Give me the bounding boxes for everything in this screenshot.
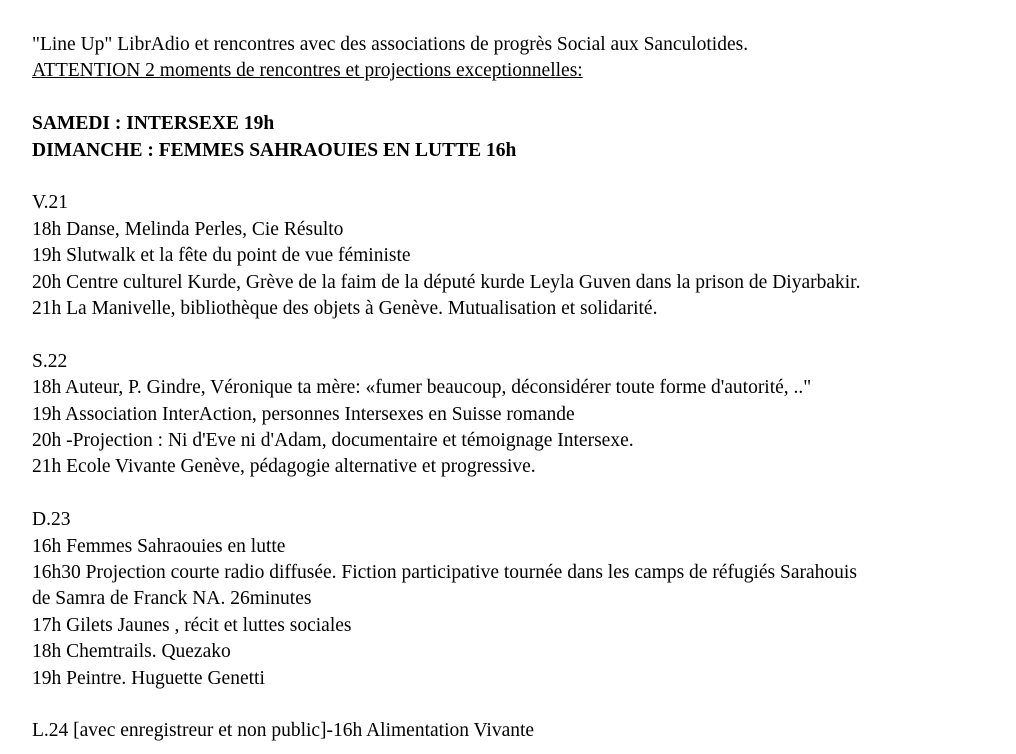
- day-section-sunday: [32, 507, 1007, 692]
- schedule-item: 16h30 Projection courte radio diffusée. Fiction participative tournée dans les camps de réfugiés Sarahouis: [32, 562, 857, 584]
- attention-heading: ATTENTION 2 moments de rencontres et projections exceptionnelles:: [32, 60, 583, 82]
- schedule-item: 19h Association InterAction, personnes Intersexes en Suisse romande: [32, 403, 575, 425]
- schedule-item: 20h -Projection : Ni d'Eve ni d'Adam, documentaire et témoignage Intersexe.: [32, 430, 634, 452]
- schedule-item: 17h Gilets Jaunes , récit et luttes sociales: [32, 614, 352, 636]
- schedule-item: 21h La Manivelle, bibliothèque des objets à Genève. Mutualisation et solidarité.: [32, 298, 658, 320]
- spacer: [32, 85, 1007, 111]
- schedule-item: 21h Ecole Vivante Genève, pédagogie alternative et progressive.: [32, 456, 536, 478]
- schedule-item: 18h Chemtrails. Quezako: [32, 641, 231, 663]
- schedule-item: 20h Centre culturel Kurde, Grève de la faim de la député kurde Leyla Guven dans la prison de Diyarbakir.: [32, 271, 861, 293]
- schedule-item: 16h Femmes Sahraouies en lutte: [32, 535, 286, 557]
- schedule-item-continuation: de Samra de Franck NA. 26minutes: [32, 588, 312, 610]
- schedule-item: 18h Danse, Melinda Perles, Cie Résulto: [32, 218, 344, 240]
- day-label: V.21: [32, 192, 68, 214]
- intro-line: "Line Up" LibrAdio et rencontres avec des associations de progrès Social aux Sanculotides.: [32, 34, 749, 55]
- highlight-sunday: DIMANCHE : FEMMES SAHRAOUIES EN LUTTE 16h: [32, 139, 517, 161]
- day-section-saturday: [32, 349, 1007, 481]
- schedule-item: 18h Auteur, P. Gindre, Véronique ta mère: «fumer beaucoup, déconsidérer toute forme d'autorité, ..": [32, 377, 812, 399]
- schedule-item: 19h Slutwalk et la fête du point de vue féministe: [32, 245, 411, 267]
- spacer: [32, 322, 1007, 348]
- document: [32, 32, 1007, 745]
- day-label: S.22: [32, 350, 68, 372]
- highlight-saturday: SAMEDI : INTERSEXE 19h: [32, 113, 275, 135]
- schedule-item: 19h Peintre. Huguette Genetti: [32, 667, 265, 689]
- spacer: [32, 692, 1007, 718]
- day-label: D.23: [32, 509, 71, 531]
- day-section-friday: [32, 190, 1007, 322]
- spacer: [32, 164, 1007, 190]
- monday-line: L.24 [avec enregistreur et non public]-16h Alimentation Vivante: [32, 720, 535, 742]
- spacer: [32, 481, 1007, 507]
